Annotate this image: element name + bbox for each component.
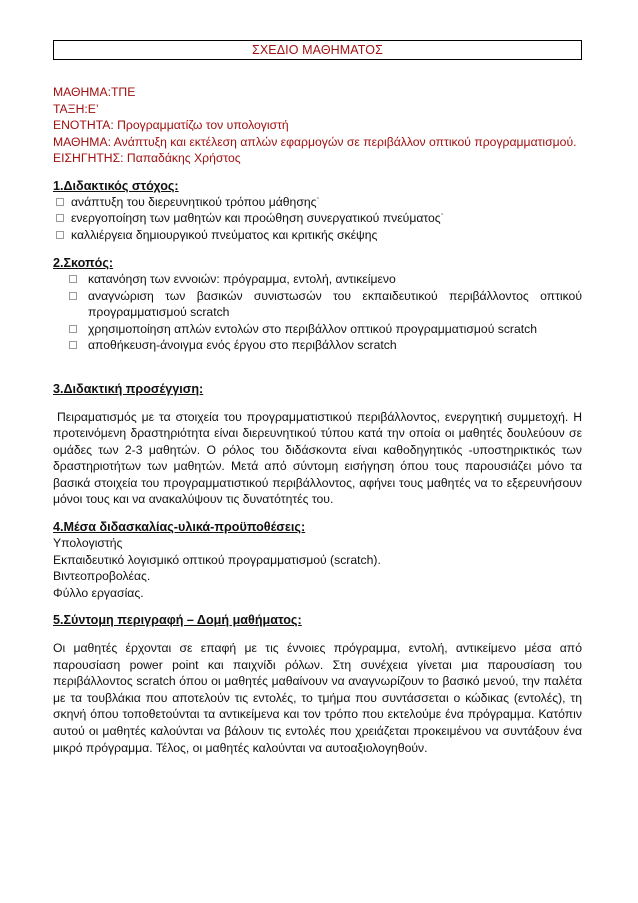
bullet-box-icon	[69, 275, 77, 283]
goal-section	[53, 178, 582, 244]
approach-section	[53, 381, 582, 509]
means-item: Βιντεοπροβολέας.	[53, 569, 151, 584]
bullet-box-icon	[69, 292, 77, 300]
list-item: αποθήκευση-άνοιγμα ενός έργου στο περιβάλλον scratch	[53, 337, 582, 354]
lesson-line: ΜΑΘΗΜΑ: Ανάπτυξη και εκτέλεση απλών εφαρμογών σε περιβάλλον οπτικού προγραμματισμού.	[53, 134, 577, 149]
description-section	[53, 612, 582, 756]
list-item: αναγνώριση των βασικών συνιστωσών του εκπαιδευτικού περιβάλλοντος οπτικού προγραμματισμού scratch	[53, 288, 582, 321]
list-item: καλλιέργεια δημιουργικού πνεύματος και κριτικής σκέψης	[53, 227, 582, 244]
list-item: ενεργοποίηση των μαθητών και προώθηση συνεργατικού πνεύματος˙	[53, 210, 582, 227]
means-heading: 4.Μέσα διδασκαλίας-υλικά-προϋποθέσεις:	[53, 520, 306, 535]
subject-line: ΜΑΘΗΜΑ:ΤΠΕ	[53, 85, 136, 99]
means-item: Υπολογιστής	[53, 536, 123, 551]
approach-text: Πειραματισμός με τα στοιχεία του προγραμματιστικού περιβάλλοντος, ενεργητική συμμετοχή. Η προτεινόμενη δραστηριότητα είναι διερευνητικού τύπου κατά την οποία οι μαθητές δουλεύουν σε ομάδες των 2-3 μαθητών. Ο ρόλος του διδάσκοντα είναι καθοδηγητικός -υποστηρικτικός των δραστηριοτήτων των μαθητών. Μετά από σύντομη εισήγηση όπου τους παρουσιάζει μόνο τα βασικά στοιχεία του προγραμματιστικού περιβάλλοντος, αφήνει τους μαθητές να το εξερευνήσουν μόνοι τους και να ανακαλύψουν τις δυνατότητές του.	[53, 409, 582, 507]
goal-list	[53, 194, 582, 244]
presenter-line: ΕΙΣΗΓΗΤΗΣ: Παπαδάκης Χρήστος	[53, 151, 241, 165]
list-item: ανάπτυξη του διερευνητικού τρόπου μάθησης˙	[53, 194, 582, 211]
bullet-box-icon	[56, 198, 64, 206]
means-item: Φύλλο εργασίας.	[53, 585, 144, 600]
bullet-box-icon	[56, 214, 64, 222]
lesson-info	[53, 84, 582, 167]
bullet-box-icon	[56, 231, 64, 239]
document-title: ΣΧΕΔΙΟ ΜΑΘΗΜΑΤΟΣ	[53, 40, 582, 60]
description-heading: 5.Σύντομη περιγραφή – Δομή μαθήματος:	[53, 613, 302, 628]
goal-heading: 1.Διδακτικός στόχος:	[53, 178, 179, 193]
description-text: Οι μαθητές έρχονται σε επαφή με τις έννοιες πρόγραμμα, εντολή, αντικείμενο μέσα από παρουσίαση power point και παιχνίδι ρόλων. Στη συνέχεια γίνεται μια παρουσίαση του περιβάλλοντος scratch όπου οι μαθητές μαθαίνουν να αναγνωρίζουν το βασικό μενού, την παλέτα με τα τουβλάκια που αποτελούν τις εντολές, το τμήμα που συντάσσεται ο κώδικας (εντολές), τη σκηνή όπου τοποθετούνται τα αντικείμενα και τον τρόπο που εκτελούμε ένα πρόγραμμα. Κατόπιν αυτού οι μαθητές καλούνται να βάλουν τις εντολές που χρειάζεται προκειμένου να συντάξουν ένα μικρό πρόγραμμα. Τέλος, οι μαθητές καλούνται να αυτοαξιολογηθούν.	[53, 641, 582, 755]
purpose-section	[53, 255, 582, 354]
means-item: Εκπαιδευτικό λογισμικό οπτικού προγραμματισμού (scratch).	[53, 552, 381, 567]
approach-heading: 3.Διδακτική προσέγγιση:	[53, 381, 204, 396]
class-line: ΤΑΞΗ:Ε’	[53, 101, 99, 116]
purpose-heading: 2.Σκοπός:	[53, 256, 114, 270]
lesson-plan-page	[53, 40, 582, 756]
bullet-box-icon	[69, 341, 77, 349]
purpose-list	[53, 271, 582, 354]
means-section	[53, 519, 582, 601]
bullet-box-icon	[69, 325, 77, 333]
list-item: κατανόηση των εννοιών: πρόγραμμα, εντολή, αντικείμενο	[53, 271, 582, 288]
unit-line: ΕΝΟΤΗΤΑ: Προγραμματίζω τον υπολογιστή	[53, 118, 289, 132]
list-item: χρησιμοποίηση απλών εντολών στο περιβάλλον οπτικού προγραμματισμού scratch	[53, 321, 582, 338]
